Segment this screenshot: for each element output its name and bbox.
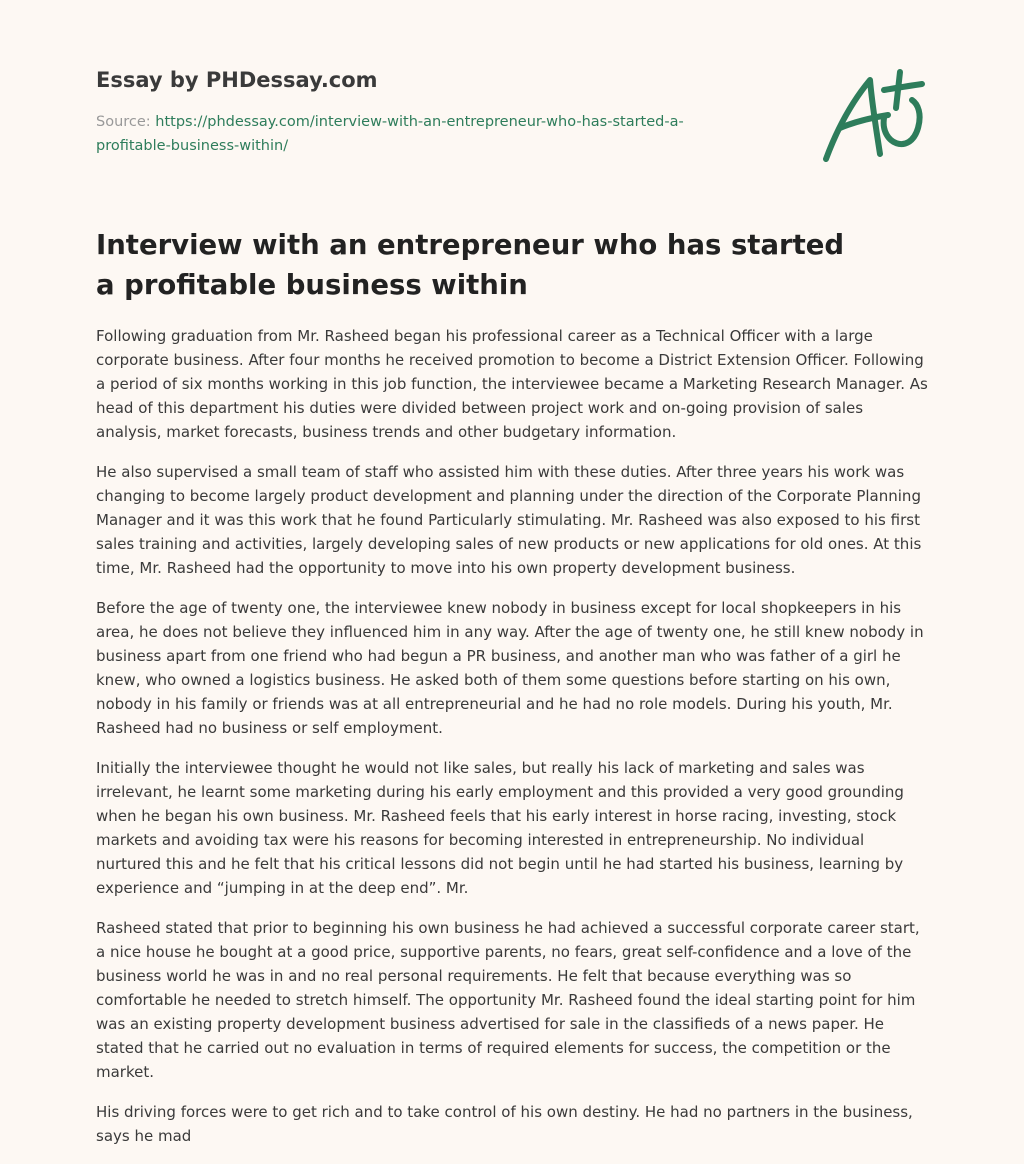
a-plus-grade-icon — [818, 66, 930, 166]
essay-paragraph: His driving forces were to get rich and to take control of his own destiny. He had no partners in the business, says he mad — [96, 1103, 913, 1145]
site-brand: Essay by PHDessay.com — [96, 68, 378, 92]
essay-title: Interview with an entrepreneur who has started a profitable business within — [96, 229, 845, 301]
essay-paragraph: Initially the interviewee thought he would not like sales, but really his lack of marketing and sales was irrelevant, he learnt some marketing during his early employment and this provided a very good grounding when he began his own business. Mr. Rasheed feels that his early interest in horse racing, investing, stock markets and avoiding tax were his reasons for becoming interested in entrepreneurship. No individual nurtured this and he felt that his critical lessons did not begin until he had started his business, learning by experience and “jumping in at the deep end”. Mr. — [96, 759, 904, 897]
essay-paragraph: Rasheed stated that prior to beginning his own business he had achieved a successful corporate career start, a nice house he bought at a good price, supportive parents, no fears, great self-confidence and a love of the business world he was in and no real personal requirements. He felt that because everything was so comfortable he needed to stretch himself. The opportunity Mr. Rasheed found the ideal starting point for him was an existing property development business advertised for sale in the classifieds of a news paper. He stated that he carried out no evaluation in terms of required elements for success, the competition or the market. — [96, 919, 920, 1081]
source-label: Source: — [96, 114, 151, 130]
essay-paragraph: Following graduation from Mr. Rasheed began his professional career as a Technical Officer with a large corporate business. After four months he received promotion to become a District Extension Officer. Following a period of six months working in this job function, the interviewee became a Marketing Research Manager. As head of this department his duties were divided between project work and on-going provision of sales analysis, market forecasts, business trends and other budgetary information. — [96, 327, 928, 441]
source-line — [96, 110, 736, 158]
essay-paragraph: Before the age of twenty one, the interviewee knew nobody in business except for local shopkeepers in his area, he does not believe they influenced him in any way. After the age of twenty one, he still knew nobody in business apart from one friend who had begun a PR business, and another man who was father of a girl he knew, who owned a logistics business. He asked both of them some questions before starting on his own, nobody in his family or friends was at all entrepreneurial and he had no role models. During his youth, Mr. Rasheed had no business or self employment. — [96, 599, 924, 737]
source-link[interactable]: https://phdessay.com/interview-with-an-entrepreneur-who-has-started-a-profitable-business-within/ — [96, 114, 684, 154]
essay-body — [96, 324, 932, 1164]
essay-paragraph: He also supervised a small team of staff who assisted him with these duties. After three years his work was changing to become largely product development and planning under the direction of the Corporate Planning Manager and it was this work that he found Particularly stimulating. Mr. Rasheed was also exposed to his first sales training and activities, largely developing sales of new products or new applications for old ones. At this time, Mr. Rasheed had the opportunity to move into his own property development business. — [96, 463, 922, 577]
